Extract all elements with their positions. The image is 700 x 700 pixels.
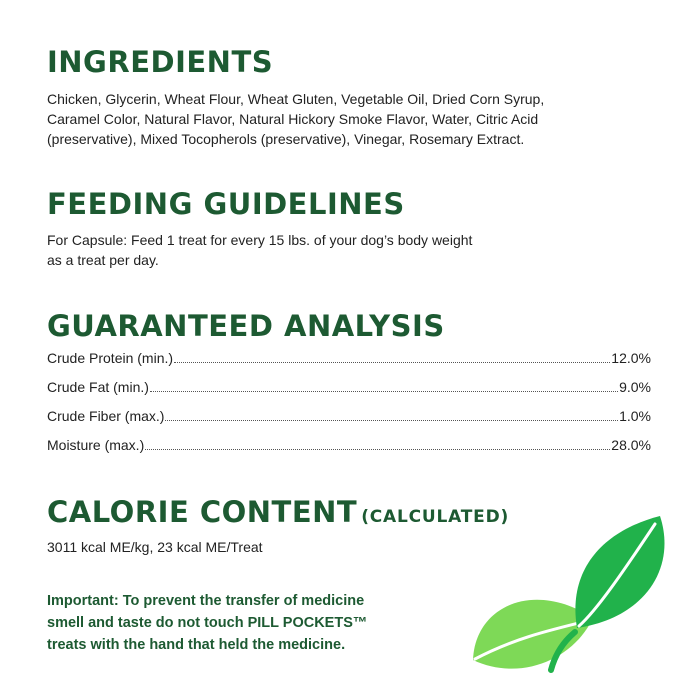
calorie-heading bbox=[47, 494, 509, 535]
analysis-value: 12.0% bbox=[611, 350, 651, 366]
feeding-text bbox=[47, 230, 472, 270]
leaf-dark-icon bbox=[575, 516, 664, 628]
ingredients-text bbox=[47, 89, 544, 149]
ingredients-line: (preservative), Mixed Tocopherols (preservative), Vinegar, Rosemary Extract. bbox=[47, 131, 525, 147]
analysis-label: Crude Protein (min.) bbox=[47, 350, 174, 366]
analysis-row bbox=[47, 406, 651, 426]
important-line: Important: To prevent the transfer of medicine bbox=[47, 593, 365, 609]
leaves-icon bbox=[465, 510, 675, 685]
analysis-value: 1.0% bbox=[619, 408, 651, 424]
analysis-value: 28.0% bbox=[611, 437, 651, 453]
ingredients-line: Chicken, Glycerin, Wheat Flour, Wheat Gluten, Vegetable Oil, Dried Corn Syrup, bbox=[47, 91, 545, 107]
feeding-line: as a treat per day. bbox=[47, 252, 159, 268]
dot-leader bbox=[145, 448, 610, 450]
calorie-subheading: (CALCULATED) bbox=[361, 507, 510, 527]
calorie-text: 3011 kcal ME/kg, 23 kcal ME/Treat bbox=[47, 539, 263, 555]
analysis-row bbox=[47, 377, 651, 397]
analysis-row bbox=[47, 348, 651, 368]
important-note bbox=[47, 590, 447, 656]
analysis-label: Crude Fiber (max.) bbox=[47, 408, 165, 424]
analysis-heading: GUARANTEED ANALYSIS bbox=[47, 309, 445, 343]
analysis-row bbox=[47, 435, 651, 455]
ingredients-line: Caramel Color, Natural Flavor, Natural Hickory Smoke Flavor, Water, Citric Acid bbox=[47, 111, 539, 127]
analysis-label: Moisture (max.) bbox=[47, 437, 145, 453]
important-line: treats with the hand that held the medicine. bbox=[47, 637, 346, 653]
analysis-label: Crude Fat (min.) bbox=[47, 379, 149, 395]
dot-leader bbox=[150, 390, 618, 392]
important-line: smell and taste do not touch PILL POCKETS™ bbox=[47, 615, 368, 631]
feeding-heading: FEEDING GUIDELINES bbox=[47, 187, 405, 221]
ingredients-heading: INGREDIENTS bbox=[47, 45, 274, 79]
analysis-value: 9.0% bbox=[619, 379, 651, 395]
dot-leader bbox=[174, 361, 610, 363]
feeding-line: For Capsule: Feed 1 treat for every 15 lbs. of your dog’s body weight bbox=[47, 232, 473, 248]
dot-leader bbox=[165, 419, 618, 421]
calorie-heading-text: CALORIE CONTENT bbox=[47, 495, 358, 529]
